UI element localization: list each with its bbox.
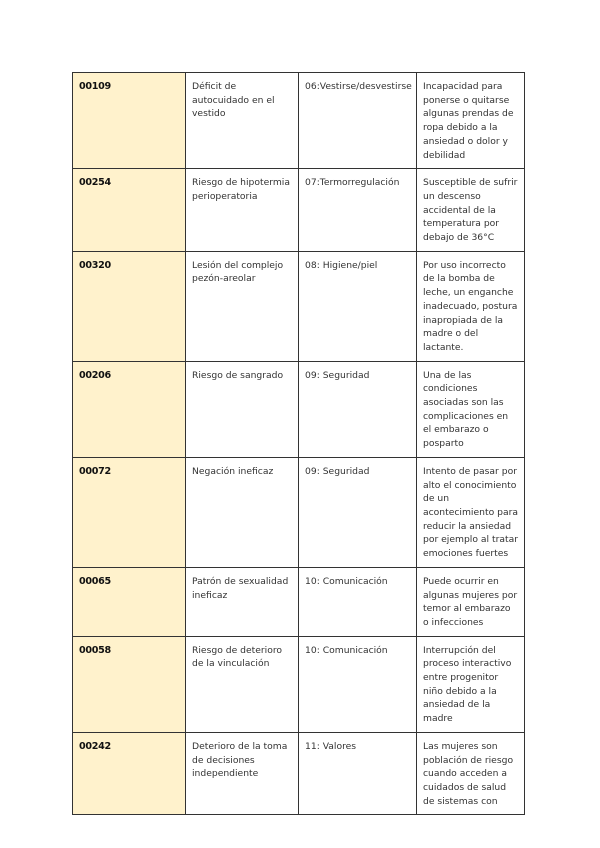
table-row bbox=[73, 636, 525, 732]
diagnosis-cell: Riesgo de deterioro de la vinculación bbox=[186, 636, 299, 732]
description-cell: Una de las condiciones asociadas son las complicaciones en el embarazo o posparto bbox=[417, 361, 525, 457]
table-row bbox=[73, 732, 525, 815]
code-cell: 00058 bbox=[73, 636, 186, 732]
diagnosis-cell: Déficit de autocuidado en el vestido bbox=[186, 73, 299, 169]
table-row bbox=[73, 169, 525, 252]
domain-cell: 07:Termorregulación bbox=[299, 169, 417, 252]
code-cell: 00109 bbox=[73, 73, 186, 169]
domain-cell: 10: Comunicación bbox=[299, 567, 417, 636]
table-row bbox=[73, 73, 525, 169]
domain-cell: 11: Valores bbox=[299, 732, 417, 815]
domain-cell: 09: Seguridad bbox=[299, 457, 417, 567]
domain-cell: 06:Vestirse/desvestirse bbox=[299, 73, 417, 169]
code-cell: 00206 bbox=[73, 361, 186, 457]
diagnosis-cell: Deterioro de la toma de decisiones independiente bbox=[186, 732, 299, 815]
code-cell: 00065 bbox=[73, 567, 186, 636]
code-cell: 00072 bbox=[73, 457, 186, 567]
description-cell: Interrupción del proceso interactivo entre progenitor niño debido a la ansiedad de la madre bbox=[417, 636, 525, 732]
description-cell: Intento de pasar por alto el conocimiento de un acontecimiento para reducir la ansiedad por ejemplo al tratar emociones fuertes bbox=[417, 457, 525, 567]
table-row bbox=[73, 567, 525, 636]
table-row bbox=[73, 361, 525, 457]
description-cell: Las mujeres son población de riesgo cuando acceden a cuidados de salud de sistemas con bbox=[417, 732, 525, 815]
description-cell: Por uso incorrecto de la bomba de leche, un enganche inadecuado, postura inapropiada de la madre o del lactante. bbox=[417, 251, 525, 361]
table-row bbox=[73, 251, 525, 361]
domain-cell: 08: Higiene/piel bbox=[299, 251, 417, 361]
description-cell: Puede ocurrir en algunas mujeres por temor al embarazo o infecciones bbox=[417, 567, 525, 636]
description-cell: Susceptible de sufrir un descenso accidental de la temperatura por debajo de 36°C bbox=[417, 169, 525, 252]
code-cell: 00242 bbox=[73, 732, 186, 815]
domain-cell: 09: Seguridad bbox=[299, 361, 417, 457]
description-cell: Incapacidad para ponerse o quitarse algunas prendas de ropa debido a la ansiedad o dolor y debilidad bbox=[417, 73, 525, 169]
code-cell: 00320 bbox=[73, 251, 186, 361]
diagnosis-cell: Lesión del complejo pezón-areolar bbox=[186, 251, 299, 361]
diagnosis-table bbox=[72, 72, 525, 815]
diagnosis-cell: Patrón de sexualidad ineficaz bbox=[186, 567, 299, 636]
table-row bbox=[73, 457, 525, 567]
diagnosis-cell: Riesgo de hipotermia perioperatoria bbox=[186, 169, 299, 252]
diagnosis-cell: Riesgo de sangrado bbox=[186, 361, 299, 457]
domain-cell: 10: Comunicación bbox=[299, 636, 417, 732]
diagnosis-cell: Negación ineficaz bbox=[186, 457, 299, 567]
code-cell: 00254 bbox=[73, 169, 186, 252]
